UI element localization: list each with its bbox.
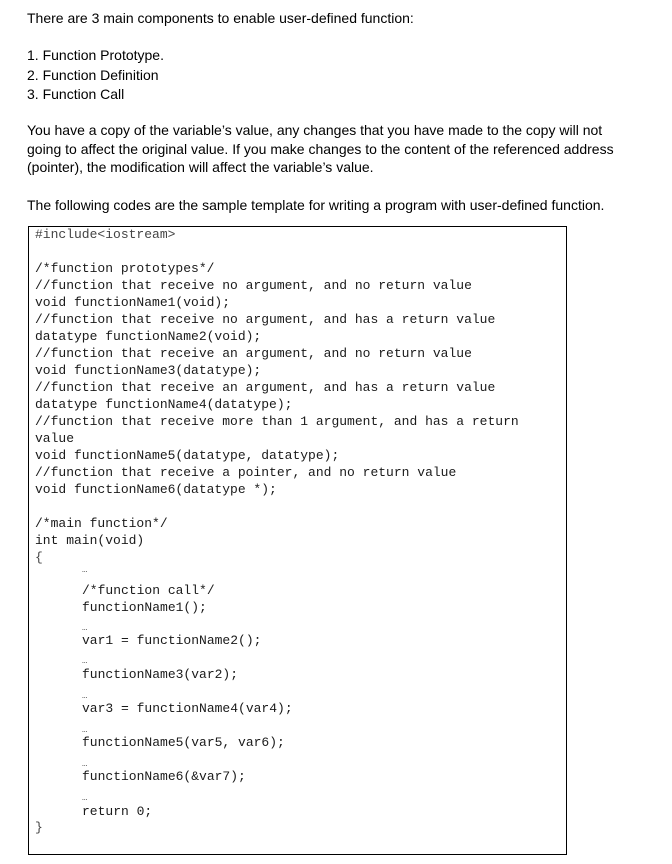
code-line: //function that receive more than 1 argument, and has a return (35, 414, 519, 429)
code-line: //function that receive no argument, and has a return value (35, 312, 496, 327)
ellipsis-mark: … (82, 759, 88, 769)
open-brace: { (35, 550, 43, 565)
include-line: #include<iostream> (35, 227, 176, 242)
return-line: return 0; (82, 804, 153, 819)
ellipsis-mark: … (82, 793, 88, 803)
code-line: /*function prototypes*/ (35, 261, 215, 276)
ellipsis-mark: … (82, 565, 88, 575)
code-line: void functionName5(datatype, datatype); (35, 448, 340, 463)
code-line: //function that receive an argument, and has a return value (35, 380, 496, 395)
code-line: //function that receive a pointer, and no return value (35, 465, 457, 480)
ellipsis-mark: … (82, 656, 88, 666)
code-line: functionName1(); (82, 600, 207, 615)
code-line: var3 = functionName4(var4); (82, 701, 293, 716)
components-list (27, 46, 164, 105)
main-comment-line: /*main function*/ (35, 516, 168, 531)
code-line: functionName5(var5, var6); (82, 735, 285, 750)
code-line: datatype functionName4(datatype); (35, 397, 293, 412)
code-line: value (35, 431, 75, 446)
code-line: functionName6(&var7); (82, 769, 246, 784)
code-line: void functionName1(void); (35, 295, 231, 310)
list-item: 1. Function Prototype. (27, 47, 164, 63)
close-brace: } (35, 820, 43, 835)
list-item: 3. Function Call (27, 86, 125, 102)
code-line: datatype functionName2(void); (35, 329, 262, 344)
code-line: void functionName3(datatype); (35, 363, 262, 378)
main-signature-line: int main(void) (35, 533, 145, 548)
template-intro-text: The following codes are the sample template for writing a program with user-defined function. (27, 197, 605, 213)
ellipsis-mark: … (82, 691, 88, 701)
ellipsis-mark: … (82, 623, 88, 633)
list-item: 2. Function Definition (27, 66, 159, 83)
code-template-box (28, 226, 567, 855)
code-line: var1 = functionName2(); (82, 633, 262, 648)
code-line: void functionName6(datatype *); (35, 482, 277, 497)
code-line: //function that receive an argument, and no return value (35, 346, 472, 361)
code-line: functionName3(var2); (82, 667, 239, 682)
code-line: //function that receive no argument, and no return value (35, 278, 472, 293)
intro-text: There are 3 main components to enable user-defined function: (27, 10, 414, 26)
value-vs-pointer-paragraph: You have a copy of the variable’s value, any changes that you have made to the copy will not going to affect the original value. If you make changes to the content of the referenced address (pointer), the modification will affect the variable’s value. (27, 122, 614, 176)
code-line: /*function call*/ (82, 583, 215, 598)
ellipsis-mark: … (82, 725, 88, 735)
